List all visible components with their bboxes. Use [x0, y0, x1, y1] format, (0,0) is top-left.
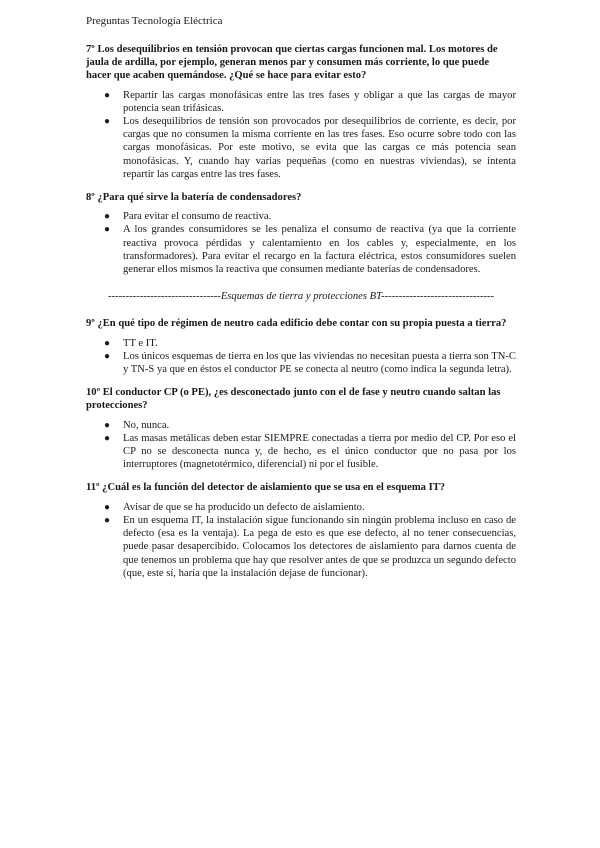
question-block — [86, 317, 516, 376]
bullet-icon: ● — [104, 514, 111, 526]
answer-item: ● Para evitar el consumo de reactiva. — [104, 211, 272, 223]
bullet-icon: ● — [104, 337, 111, 349]
question-block — [86, 481, 516, 579]
answer-list — [86, 89, 516, 181]
bullet-icon: ● — [104, 501, 111, 513]
bullet-icon: ● — [104, 419, 111, 431]
question-block — [86, 386, 516, 471]
bullet-icon: ● — [104, 432, 111, 444]
question-9: 9º ¿En qué tipo de régimen de neutro cada edificio debe contar con su propia puesta a tierra? — [86, 318, 507, 330]
question-8: 8º ¿Para qué sirve la batería de condensadores? — [86, 192, 302, 204]
question-block — [86, 191, 516, 276]
answer-item: ● Avisar de que se ha producido un defecto de aislamiento. — [104, 501, 365, 513]
question-block — [86, 43, 516, 181]
bullet-icon: ● — [104, 350, 111, 362]
question-7: 7º Los desequilibrios en tensión provocan que ciertas cargas funcionen mal. Los motores de jaula de ardilla, por ejemplo, generan menos par y consumen más corriente, lo que puede hacer que acaben quemándose. ¿Qué se hace para evitar esto? — [86, 44, 498, 82]
answer-item: ● Los desequilibrios de tensión son provocados por desequilibrios de corriente, es decir, por cargas que no consumen la misma corriente en las tres fases. Eso ocurre sobre todo con las cargas monofásicas. Por este motivo, se evita que las cargas ce más potencia sean monofásicas. Y, cuando hay varias pequeñas (como en nuestras viviendas), se intenta repartir las cargas entre las tres fases. — [104, 116, 516, 180]
answer-item: ● A los grandes consumidores se les penaliza el consumo de reactiva (ya que la corriente reactiva provoca pérdidas y calentamiento en los cables y, especialmente, en los transformadores). Para evitar el recargo en la factura eléctrica, estos consumidores suelen generar ellos mismos la reactiva que consumen mediante baterías de condensadores. — [104, 224, 516, 276]
answer-list — [86, 337, 516, 377]
answer-item: ● Repartir las cargas monofásicas entre las tres fases y obligar a que las cargas de mayor potencia sean trifásicas. — [104, 89, 516, 114]
answer-list — [86, 210, 516, 276]
answer-item: ● En un esquema IT, la instalación sigue funcionando sin ningún problema incluso en caso de defecto (esa es la ventaja). La pega de esto es que ese defecto, al no tener consecuencias, puede pasar desapercibido. Colocamos los detectores de aislamiento para darnos cuenta de que tenemos un problema que hay que resolver antes de que se produzca un segundo defecto (que, este sí, haría que la instalación dejase de funcionar). — [104, 514, 516, 579]
answer-item: ● Las masas metálicas deben estar SIEMPRE conectadas a tierra por medio del CP. Por eso el CP no se desconecta nunca y, de hecho, es el único conductor que no pasa por los interruptores (magnetotérmico, diferencial) ni por el fusible. — [104, 432, 516, 471]
bullet-icon: ● — [104, 116, 111, 128]
answer-item: ● TT e IT. — [104, 337, 158, 349]
document-header: Preguntas Tecnología Eléctrica — [86, 15, 223, 27]
question-10: 10º El conductor CP (o PE), ¿es desconectado junto con el de fase y neutro cuando saltan las protecciones? — [86, 387, 501, 412]
answer-item: ● No, nunca. — [104, 419, 170, 431]
bullet-icon: ● — [104, 224, 111, 236]
bullet-icon: ● — [104, 89, 111, 101]
question-11: 11º ¿Cuál es la función del detector de aislamiento que se usa en el esquema IT? — [86, 482, 446, 494]
bullet-icon: ● — [104, 211, 111, 223]
answer-list — [86, 501, 516, 580]
answer-item: ● Los únicos esquemas de tierra en los que las viviendas no necesitan puesta a tierra son TN-C y TN-S ya que en éstos el conductor PE se conecta al neutro (como indica la segunda letra). — [104, 350, 516, 376]
answer-list — [86, 419, 516, 472]
document-body — [86, 43, 516, 590]
section-divider: --------------------------------Esquemas de tierra y protecciones BT-------------------------------- — [107, 291, 495, 303]
